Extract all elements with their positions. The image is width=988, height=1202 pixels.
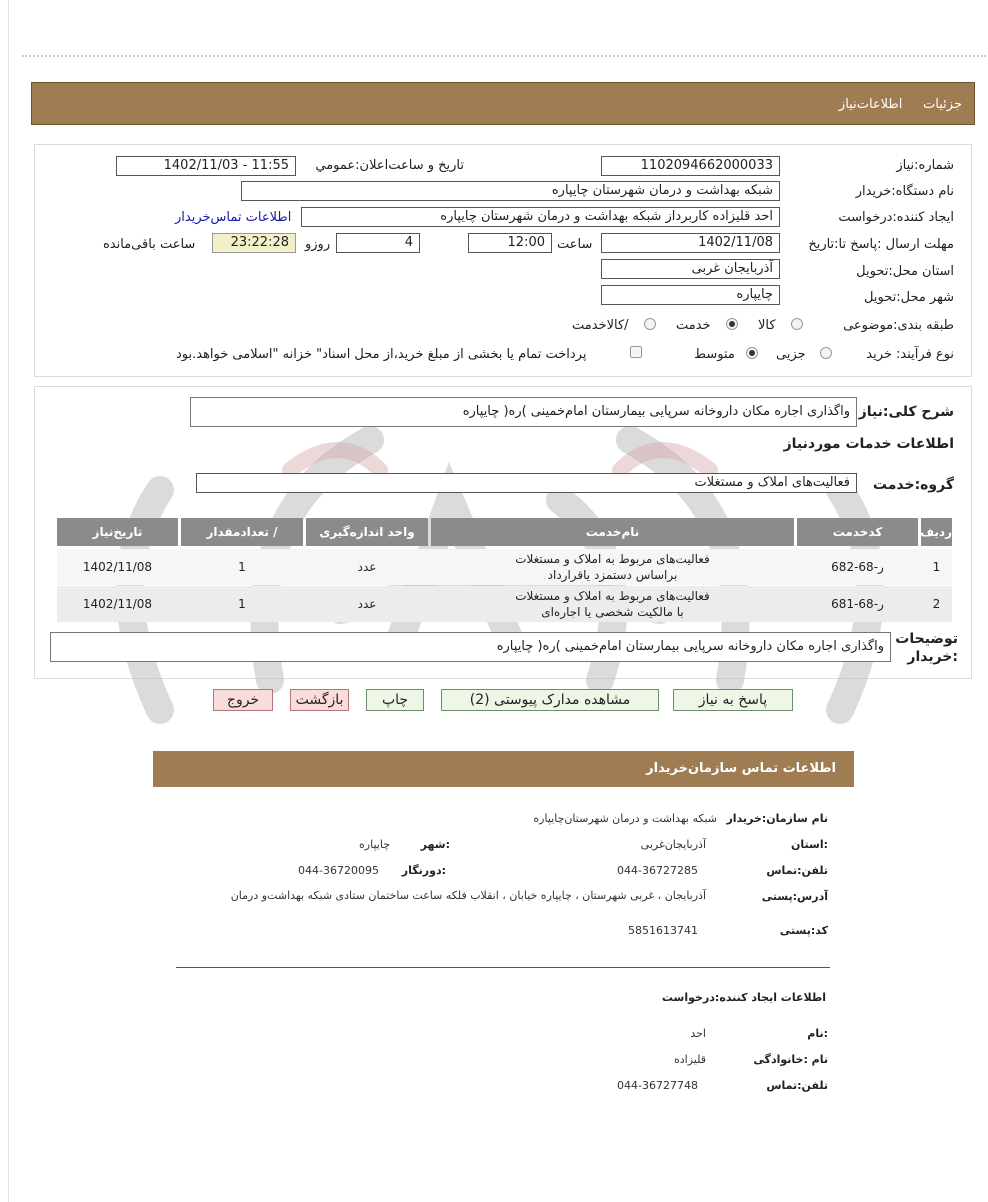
col-header-qty: / تعدادمقدار xyxy=(181,518,303,546)
buyer-field: شبکه بهداشت و درمان شهرستان چایپاره xyxy=(241,181,780,201)
radio-partial[interactable] xyxy=(820,347,832,359)
row-index: 1 xyxy=(932,560,941,574)
announce-field: 1402/11/03 - 11:55 xyxy=(116,156,296,176)
province-field: آذربایجان غربی xyxy=(601,259,780,279)
buyer-contact-header xyxy=(153,751,854,787)
radio-goods-label: کالا xyxy=(758,318,776,333)
creator-phone-value: 044-36727748 xyxy=(617,1079,698,1092)
print-button[interactable]: چاپ xyxy=(366,689,424,711)
days-field: 4 xyxy=(336,233,420,253)
contact-fax-label: :دورنگار xyxy=(401,864,446,877)
creator-name-label: :نام xyxy=(807,1027,828,1040)
col-header-index: ردیف xyxy=(921,518,952,546)
buyer-notes-field: واگذاری اجاره مکان داروخانه سرپایی بیمارستان امام‌خمینی )ره( چایپاره xyxy=(50,632,891,662)
contact-address-label: آدرس:پستی xyxy=(761,890,828,903)
col-header-name: نام‌خدمت xyxy=(431,518,794,546)
radio-goods-service[interactable] xyxy=(644,318,656,330)
row-unit: عدد xyxy=(357,560,377,574)
announce-label: تاریخ و ساعت‌اعلان:عمومي xyxy=(315,158,464,173)
row-unit: عدد xyxy=(357,597,377,611)
need-info-panel xyxy=(34,144,972,377)
radio-partial-label: جزیی xyxy=(776,347,806,362)
left-border xyxy=(8,0,9,1202)
summary-label: شرح کلی:نیاز xyxy=(858,404,954,420)
deadline-time-field: 12:00 xyxy=(468,233,552,253)
tab-details[interactable]: جزئیات xyxy=(923,97,962,112)
tab-need-info[interactable]: اطلاعات‌نیاز xyxy=(838,97,903,112)
col-header-code: کدخدمت xyxy=(797,518,918,546)
radio-goods-service-label: /کالاخدمت xyxy=(572,318,629,333)
page-header-bar xyxy=(31,82,975,125)
row-qty: 1 xyxy=(238,560,246,574)
view-attachments-button[interactable]: مشاهده مدارک پیوستی (2) xyxy=(441,689,659,711)
contact-province-value: آذربایجان‌غربی xyxy=(640,838,706,851)
row-date: 1402/11/08 xyxy=(82,597,153,611)
need-number-label: شماره:نیاز xyxy=(896,158,954,173)
contact-phone-label: تلفن:تماس xyxy=(766,864,828,877)
radio-service-label: خدمت xyxy=(676,318,711,333)
summary-field: واگذاری اجاره مکان داروخانه سرپایی بیمارستان امام‌خمینی )ره( چایپاره xyxy=(190,397,857,427)
row-name-line1: فعالیت‌های مربوط به املاک و مستغلات xyxy=(515,589,710,603)
contact-divider xyxy=(176,967,830,968)
creator-family-value: قلیزاده xyxy=(673,1053,706,1066)
category-label: طبقه بندی:موضوعی xyxy=(843,318,954,333)
buyer-contact-title: اطلاعات تماس سازمان‌خریدار xyxy=(646,761,836,776)
contact-fax-value: 044-36720095 xyxy=(298,864,379,877)
contact-city-value: چایپاره xyxy=(359,838,390,851)
creator-family-label: نام :خانوادگی xyxy=(753,1053,828,1066)
row-index: 2 xyxy=(932,597,941,611)
creator-info-title: اطلاعات ایجاد کننده:درخواست xyxy=(661,991,826,1004)
table-row xyxy=(57,549,952,585)
process-label: نوع فرآیند: خرید xyxy=(866,347,954,362)
deadline-label: مهلت ارسال :پاسخ تا:تاریخ xyxy=(808,237,954,252)
row-qty: 1 xyxy=(238,597,246,611)
buyer-notes-label-1: توضیحات xyxy=(895,631,958,647)
days-label: روزو xyxy=(305,237,331,252)
row-name-line2: با مالکیت شخصی یا اجاره‌ای xyxy=(541,605,684,619)
buyer-label: نام دستگاه:خریدار xyxy=(855,184,954,199)
treasury-payment-checkbox[interactable] xyxy=(630,346,642,358)
radio-medium-label: متوسط xyxy=(694,347,735,362)
col-header-date: تاریخ‌نیاز xyxy=(57,518,178,546)
org-name-label: نام سازمان:خریدار xyxy=(726,812,828,825)
contact-address-value: آذربایجان ، غربی شهرستان ، چایپاره خیابان ، انقلاب فلکه ساعت ساختمان ستادی شبکه بهداشت‌و درمان xyxy=(230,889,706,902)
contact-postal-value: 5851613741 xyxy=(628,924,698,937)
back-button[interactable]: بازگشت xyxy=(290,689,349,711)
dotted-divider xyxy=(22,55,986,57)
header-tabs xyxy=(839,97,962,112)
services-heading: اطلاعات خدمات موردنیاز xyxy=(783,436,954,452)
creator-name-value: احد xyxy=(690,1027,706,1040)
deadline-date-field: 1402/11/08 xyxy=(601,233,780,253)
creator-field: احد قلیزاده کاربرداز شبکه بهداشت و درمان شهرستان چایپاره xyxy=(301,207,780,227)
respond-button[interactable]: پاسخ به نیاز xyxy=(673,689,793,711)
need-number-field: 1102094662000033 xyxy=(601,156,780,176)
contact-postal-label: کد:پستی xyxy=(779,924,828,937)
buyer-notes-label-2: :خریدار xyxy=(907,649,958,665)
creator-phone-label: تلفن:تماس xyxy=(766,1079,828,1092)
group-label: گروه:خدمت xyxy=(872,477,954,493)
table-row xyxy=(57,586,952,622)
org-name-value: شبکه بهداشت و درمان شهرستان‌چایپاره xyxy=(533,812,717,825)
exit-button[interactable]: خروج xyxy=(213,689,273,711)
row-date: 1402/11/08 xyxy=(82,560,153,574)
row-name-line2: براساس دستمزد یاقرارداد xyxy=(547,568,678,582)
contact-province-label: :استان xyxy=(791,838,828,851)
radio-service[interactable] xyxy=(726,318,738,330)
hour-label: ساعت xyxy=(557,237,593,252)
row-code: ر-68-681 xyxy=(831,597,884,611)
row-code: ر-68-682 xyxy=(831,560,884,574)
province-label: استان محل:تحویل xyxy=(856,264,954,279)
city-label: شهر محل:تحویل xyxy=(864,290,954,305)
contact-city-label: :شهر xyxy=(420,838,450,851)
radio-goods[interactable] xyxy=(791,318,803,330)
radio-medium[interactable] xyxy=(746,347,758,359)
contact-phone-value: 044-36727285 xyxy=(617,864,698,877)
col-header-unit: واحد اندازه‌گیری xyxy=(306,518,428,546)
remaining-time-field: 23:22:28 xyxy=(212,233,296,253)
treasury-payment-text: پرداخت تمام یا بخشی از مبلغ خرید،از محل اسناد" خزانه "اسلامی خواهد.بود xyxy=(176,347,587,362)
buyer-contact-link[interactable]: اطلاعات تماس‌خریدار xyxy=(175,210,292,225)
city-field: چایپاره xyxy=(601,285,780,305)
creator-label: ایجاد کننده:درخواست xyxy=(838,210,954,225)
row-name-line1: فعالیت‌های مربوط به املاک و مستغلات xyxy=(515,552,710,566)
group-field: فعالیت‌های املاک و مستغلات xyxy=(196,473,857,493)
remaining-label: ساعت باقی‌مانده xyxy=(103,237,196,252)
